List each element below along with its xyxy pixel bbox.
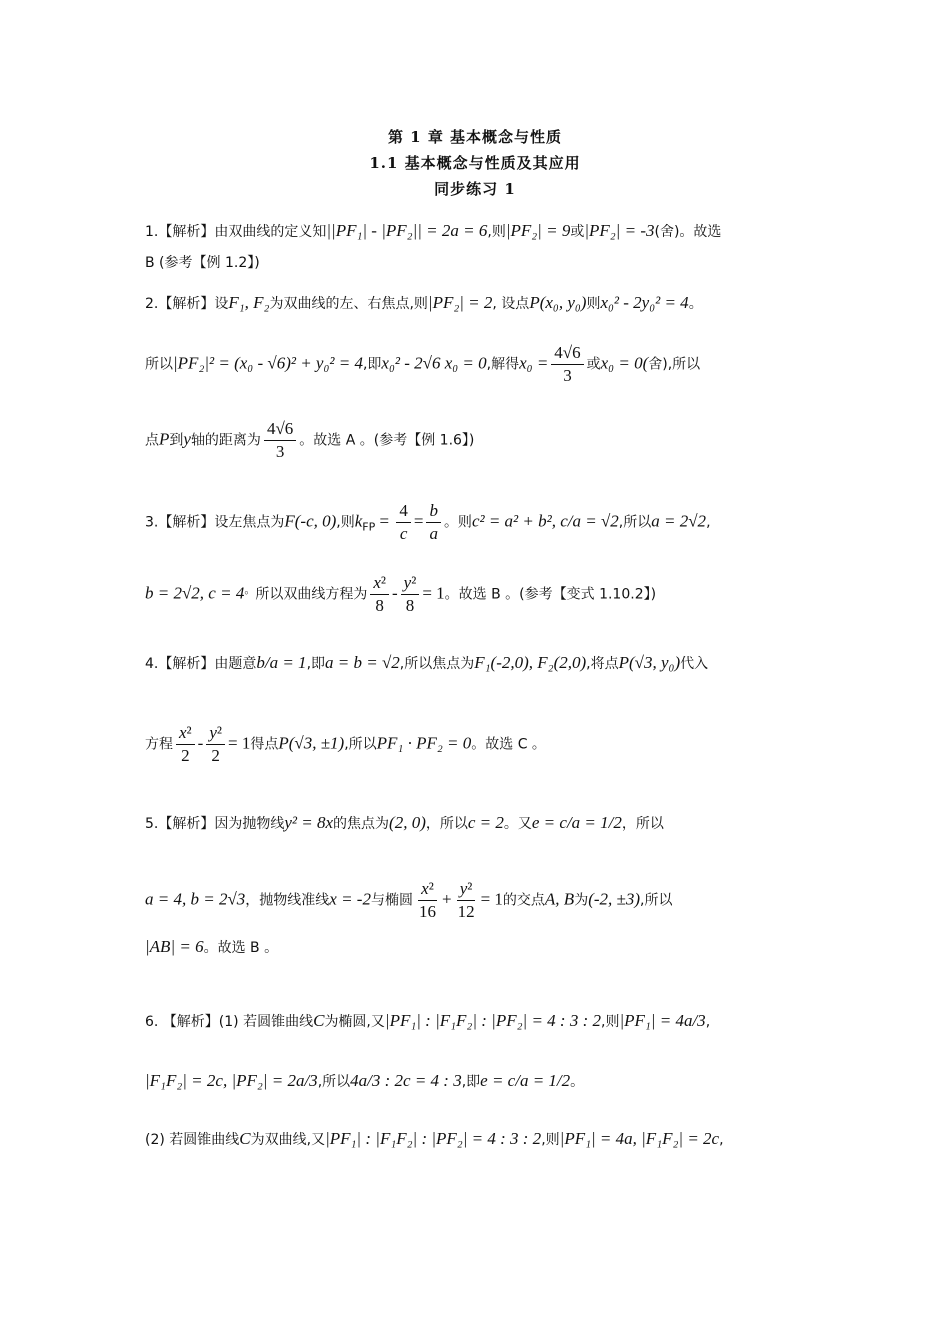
text: 点 <box>145 432 159 449</box>
text: 方程 <box>145 736 173 753</box>
text: B (参考【例 1.2】) <box>145 255 260 271</box>
text: , 设点 <box>492 296 530 312</box>
math: x₀² - 2y₀² = 4 <box>600 293 689 312</box>
text: 的焦点为 <box>333 816 390 832</box>
text: (舍)。故选 <box>654 224 722 240</box>
text: 。故选 B 。(参考【变式 1.10.2】) <box>444 586 657 603</box>
math: P(x₀, y₀) <box>529 293 587 312</box>
problem-2-line-1 <box>145 292 810 315</box>
text: 6. 【解析】(1) 若圆锥曲线 <box>145 1014 314 1030</box>
problem-4-line-2: 方程 $\frac{\text{x²}}{2}$ - $\frac{\text{y²}}{2}$ = 1得点P(√3, ±1),所以PF₁ · PF₂ = 0。故选 C 。 <box>145 723 546 765</box>
fraction <box>264 418 296 463</box>
math: a = 4, b = 2√3 <box>145 889 246 909</box>
math: x₀ = <box>519 353 549 373</box>
text: 舍),所以 <box>648 356 701 373</box>
text: 轴的距离为 <box>190 432 261 449</box>
math: b/a = 1 <box>256 653 307 672</box>
math: c² = a² + b², c/a = √2 <box>471 511 619 531</box>
numerator: 4√6 <box>264 418 296 441</box>
math: y² = 8x <box>284 813 334 832</box>
text: 。故选 C 。 <box>471 736 546 753</box>
problem-6-line-3 <box>145 1128 810 1151</box>
problem-5-line-1 <box>145 812 810 835</box>
text: 则 <box>586 296 601 312</box>
fraction: $\frac{\text{x²}}{16}$ <box>418 879 436 921</box>
text: 5.【解析】因为抛物线 <box>145 816 285 832</box>
math: k <box>354 511 363 531</box>
fraction: $\frac{\text{y²}}{12}$ <box>457 879 475 921</box>
text: ,将点 <box>586 656 619 672</box>
text: , <box>719 1132 724 1148</box>
math: PF₁ · PF₂ = 0 <box>376 733 472 753</box>
math: x = -2 <box>329 889 371 909</box>
problem-1-line-2 <box>145 252 810 274</box>
text: 。 <box>570 1074 585 1090</box>
math: c = 2 <box>467 813 504 832</box>
denominator: 3 <box>563 366 572 385</box>
numerator: 4√6 <box>551 342 583 365</box>
math: y <box>183 429 191 449</box>
text: ,所以焦点为 <box>399 656 475 672</box>
text: 的交点 <box>502 892 545 909</box>
math: e = c/a = 1/2 <box>480 1071 571 1090</box>
text: 为 <box>574 892 589 909</box>
math: |F₁F₂| = 2c, |PF₂| = 2a/3 <box>145 1071 318 1090</box>
text: 为双曲线,又 <box>250 1132 326 1148</box>
text: , <box>706 514 711 531</box>
fraction: $\frac{4}{c}$ <box>396 500 411 545</box>
problem-3-line-2: b = 2√2, c = 4。所以双曲线方程为 $\frac{\text{x²}}{8}$ - $\frac{\text{y²}}{8}$ = 1。故选 B 。(参考【变式 1.10.2】) <box>145 573 657 615</box>
text: 所以 <box>145 356 173 373</box>
text: 所以双曲线方程为 <box>255 586 368 603</box>
problem-6-line-1 <box>145 1010 810 1033</box>
denominator: 3 <box>275 442 285 461</box>
text: ，所以 <box>621 816 664 832</box>
math: ||PF₁| - |PF₂|| = 2a = 6 <box>326 221 488 240</box>
math: P(√3, ±1) <box>278 733 345 753</box>
fraction: $\frac{\text{y²}}{2}$ <box>206 722 225 767</box>
text: 1.【解析】由双曲线的定义知 <box>145 224 327 240</box>
math: e = c/a = 1/2 <box>531 813 622 832</box>
text: 得点 <box>250 736 279 753</box>
text: ,即 <box>306 656 326 672</box>
text: 。故选 A 。(参考【例 1.6】) <box>299 432 475 449</box>
text: ，抛物线准线 <box>245 892 330 909</box>
text: ,所以 <box>640 892 673 909</box>
text: 。又 <box>503 816 532 832</box>
math: 4a/3 : 2c = 4 : 3 <box>350 1071 462 1090</box>
math: P(√3, y₀) <box>618 653 681 672</box>
math: A, B <box>544 889 575 909</box>
text: ,则 <box>336 514 355 531</box>
fraction <box>551 342 583 387</box>
math: F₁, F₂ <box>228 293 270 312</box>
problem-5-line-3 <box>145 936 810 959</box>
text: ,即 <box>461 1074 481 1090</box>
math-subscript: FP <box>362 520 376 534</box>
text: ,则 <box>541 1132 560 1148</box>
math: x₀² - 2√6 x₀ = 0 <box>381 353 487 373</box>
math: |PF₁| : |F₁F₂| : |PF₂| = 4 : 3 : 2 <box>325 1129 542 1148</box>
text: 为双曲线的左、右焦点,则 <box>269 296 428 312</box>
text: 。 <box>688 296 703 312</box>
math: b = 2√2, c = 4 <box>145 583 245 603</box>
math: |PF₁| = 4a, |F₁F₂| = 2c <box>559 1129 720 1148</box>
text: 为椭圆,又 <box>324 1014 385 1030</box>
text: 或 <box>586 356 601 373</box>
text: , <box>705 1014 711 1030</box>
math: a = 2√2 <box>651 511 707 531</box>
text: 3.【解析】设左焦点为 <box>145 514 285 531</box>
math: x₀ = 0( <box>600 353 649 373</box>
math: F₁(-2,0), F₂(2,0) <box>474 653 587 672</box>
problem-6-line-2 <box>145 1070 810 1093</box>
problem-2-line-3 <box>145 418 810 463</box>
text: ,即 <box>362 356 382 373</box>
text: 或 <box>570 224 585 240</box>
math: (2, 0) <box>389 813 426 832</box>
text: 。故选 B 。 <box>203 940 279 956</box>
section-title: 1.1 基本概念与性质及其应用 <box>369 154 581 172</box>
text: 2.【解析】设 <box>145 296 229 312</box>
text: ,所以 <box>344 736 377 753</box>
problem-3-line-1: 3.【解析】设左焦点为F(-c, 0),则$k_{FP}$ = $\frac{4}{c}$ = $\frac{b}{a}$ 。则c² = a² + b², c/a = √2,所以a = 2√2, <box>145 501 711 543</box>
math: |PF₂| = 9 <box>505 221 571 240</box>
math: F(-c, 0) <box>284 511 337 531</box>
math: |PF₂| = -3 <box>584 221 655 240</box>
text: 到 <box>169 432 184 449</box>
chapter-title: 第 1 章 基本概念与性质 <box>387 128 563 146</box>
text: 。则 <box>443 514 472 531</box>
math: |AB| = 6 <box>145 937 204 956</box>
math: |PF₂|² = (x₀ - √6)² + y₀² = 4 <box>173 353 363 373</box>
problem-1-line-1 <box>145 220 810 243</box>
problem-4-line-1 <box>145 652 810 675</box>
problem-5-line-2: a = 4, b = 2√3，抛物线准线x = -2与椭圆 $\frac{\text{x²}}{16}$ + $\frac{\text{y²}}{12}$ = 1的交点A, B为(-2, ±3),所以 <box>145 879 673 921</box>
text: 代入 <box>680 656 709 672</box>
fraction: $\frac{\text{x²}}{8}$ <box>370 572 389 617</box>
math: a = b = √2 <box>325 653 400 672</box>
text: ,则 <box>601 1014 620 1030</box>
fraction: $\frac{\text{x²}}{2}$ <box>176 722 195 767</box>
text: ,所以 <box>618 514 652 531</box>
math: (-2, ±3) <box>588 889 641 909</box>
math: |PF₁| = 4a/3 <box>619 1011 706 1030</box>
exercise-title: 同步练习 1 <box>434 180 516 198</box>
math: C <box>313 1011 325 1030</box>
text: ,解得 <box>486 356 520 373</box>
problem-2-line-2 <box>145 342 810 387</box>
text: (2) 若圆锥曲线 <box>145 1132 240 1148</box>
fraction: $\frac{b}{a}$ <box>426 500 441 545</box>
math: |PF₁| : |F₁F₂| : |PF₂| = 4 : 3 : 2 <box>384 1011 601 1030</box>
text: ,所以 <box>317 1074 351 1090</box>
math: P <box>159 429 170 449</box>
fraction: $\frac{\text{y²}}{8}$ <box>401 572 420 617</box>
text: 4.【解析】由题意 <box>145 656 257 672</box>
math: C <box>239 1129 251 1148</box>
text: 与椭圆 <box>370 892 413 909</box>
math: |PF₂| = 2 <box>427 293 493 312</box>
text: ，所以 <box>425 816 468 832</box>
text: ,则 <box>487 224 506 240</box>
